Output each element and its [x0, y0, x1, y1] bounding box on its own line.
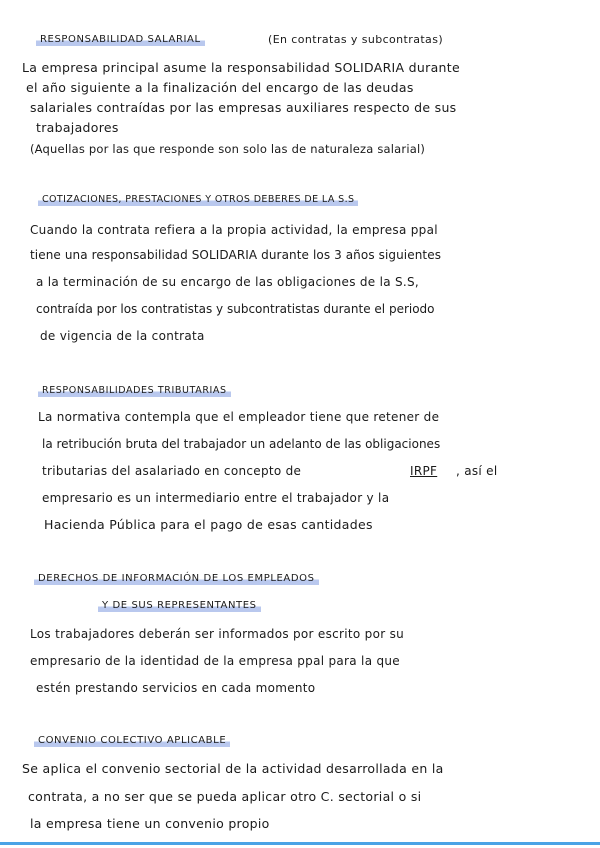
bottom-divider	[0, 842, 600, 845]
text-line: empresario es un intermediario entre el trabajador y la	[42, 491, 390, 505]
section-heading-tributarias: RESPONSABILIDADES TRIBUTARIAS	[38, 384, 231, 398]
text-line: contraída por los contratistas y subcontratistas durante el periodo	[36, 302, 435, 316]
section-heading-derechos-informacion: DERECHOS DE INFORMACIÓN DE LOS EMPLEADOS	[34, 572, 319, 586]
text-line: tiene una responsabilidad SOLIDARIA durante los 3 años siguientes	[30, 248, 442, 262]
text-line: trabajadores	[36, 120, 119, 135]
section-heading-convenio: CONVENIO COLECTIVO APLICABLE	[34, 734, 230, 748]
text-line: La empresa principal asume la responsabilidad SOLIDARIA durante	[22, 60, 460, 75]
text-line: salariales contraídas por las empresas auxiliares respecto de sus	[30, 100, 457, 115]
text-line: empresario de la identidad de la empresa ppal para la que	[30, 654, 400, 668]
text-line: , así el	[456, 464, 498, 478]
section-heading-cotizaciones: COTIZACIONES, PRESTACIONES Y OTROS DEBERES DE LA S.S	[38, 193, 358, 207]
text-line: la empresa tiene un convenio propio	[30, 816, 270, 831]
irpf-term: IRPF	[410, 464, 438, 478]
text-line: a la terminación de su encargo de las obligaciones de la S.S,	[36, 275, 420, 289]
section-heading-representantes: Y DE SUS REPRESENTANTES	[98, 599, 261, 613]
text-line: Hacienda Pública para el pago de esas cantidades	[44, 517, 373, 532]
text-line: tributarias del asalariado en concepto de	[42, 464, 302, 478]
text-line: (Aquellas por las que responde son solo las de naturaleza salarial)	[30, 142, 426, 156]
text-line: La normativa contempla que el empleador tiene que retener de	[38, 410, 440, 424]
text-line: la retribución bruta del trabajador un adelanto de las obligaciones	[42, 437, 441, 451]
text-line: estén prestando servicios en cada momento	[36, 681, 316, 695]
text-line: el año siguiente a la finalización del encargo de las deudas	[26, 80, 414, 95]
text-line: Cuando la contrata refiera a la propia actividad, la empresa ppal	[30, 223, 438, 237]
text-line: Los trabajadores deberán ser informados por escrito por su	[30, 627, 405, 641]
text-line: de vigencia de la contrata	[40, 329, 205, 343]
section-heading-responsabilidad-salarial: RESPONSABILIDAD SALARIAL	[36, 33, 205, 47]
section-note-contratas: (En contratas y subcontratas)	[268, 33, 444, 46]
text-line: Se aplica el convenio sectorial de la actividad desarrollada en la	[22, 761, 444, 776]
text-line: contrata, a no ser que se pueda aplicar otro C. sectorial o si	[28, 789, 422, 804]
